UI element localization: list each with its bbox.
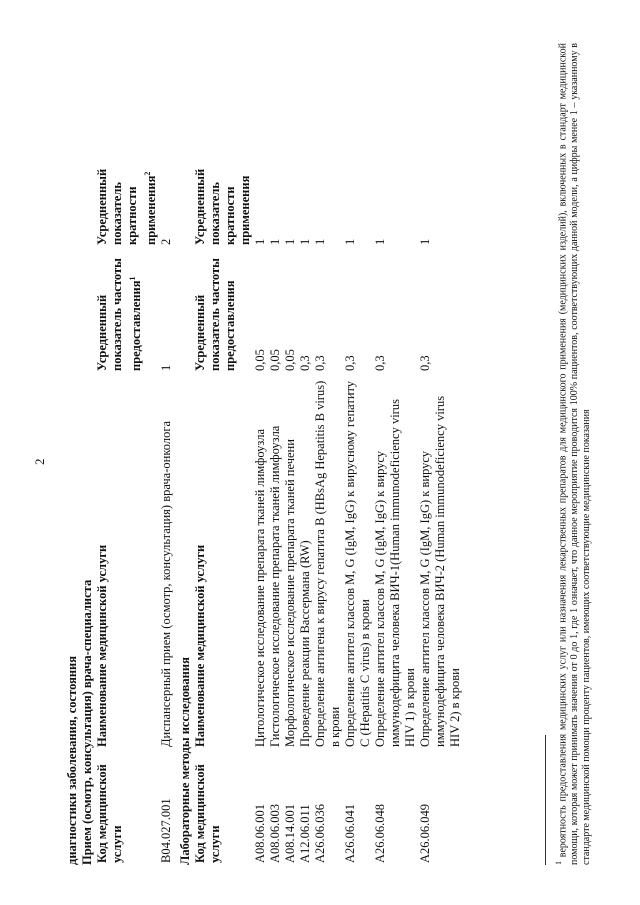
cell-code: A26.06.049 <box>418 803 432 863</box>
cell-code: A08.06.003 <box>268 803 282 863</box>
cell-frequency: 0,05 <box>283 349 297 371</box>
cell-name: Определение антител классов M, G (IgM, IgG) к вирусу иммунодефицита человека ВИЧ-2 (Human immunodeficiency virus HIV 2) в крови <box>418 395 462 747</box>
cell-name: Определение антител классов M, G (IgM, IgG) к вирусному гепатиту C (Hepatitis C virus) в крови <box>343 380 372 747</box>
table-row <box>283 121 298 865</box>
page-number: 2 <box>32 458 47 465</box>
table-header-row <box>193 121 253 865</box>
table-row <box>313 121 343 865</box>
footnote <box>553 43 593 865</box>
cell-code: A26.06.036 <box>313 803 327 863</box>
cell-frequency: 0,3 <box>298 355 312 371</box>
cell-name: Определение антигена к вирусу гепатита B (HBsAg Hepatitis B virus) в крови <box>313 380 342 747</box>
table-row <box>298 121 313 865</box>
cell-multiplicity: 1 <box>313 238 327 245</box>
cell-multiplicity: 2 <box>159 238 174 245</box>
cell-multiplicity: 1 <box>283 238 297 245</box>
header-frequency-label: Усредненный показатель частоты предоставления <box>95 258 144 371</box>
header-name: Наименование медицинской услуги <box>193 544 207 747</box>
table-row <box>159 121 174 865</box>
cell-name: Морфологическое исследование препарата тканей печени <box>283 439 297 747</box>
header-code: Код медицинской услуги <box>95 764 124 863</box>
header-multiplicity <box>95 121 159 247</box>
consultation-section-title: Прием (осмотр, консультация) врача-специалиста <box>80 579 94 865</box>
header-frequency: Усредненный показатель частоты предоставления <box>193 258 237 371</box>
footnote-mark: 1 <box>554 861 563 865</box>
cell-code: A26.06.048 <box>373 803 387 863</box>
cell-code: A26.06.041 <box>343 803 357 863</box>
cell-multiplicity: 1 <box>253 238 267 245</box>
section-title: диагностики заболевания, состояния <box>65 655 79 865</box>
footnote-ref-2: 2 <box>143 171 152 176</box>
cell-multiplicity: 1 <box>343 238 357 245</box>
cell-multiplicity: 1 <box>418 238 432 245</box>
cell-code: A12.06.011 <box>298 804 312 863</box>
table-row <box>343 121 373 865</box>
lab-section-title: Лабораторные методы исследования <box>178 657 192 865</box>
cell-name: Определение антител классов M, G (IgM, IgG) к вирусу иммунодефицита человека ВИЧ-1(Human immunodeficiency virus HIV 1) в крови <box>373 399 417 747</box>
cell-frequency: 1 <box>159 364 174 371</box>
table-row <box>253 121 268 865</box>
table-row <box>268 121 283 865</box>
header-multiplicity-label: Усредненный показатель кратности применения <box>95 168 159 245</box>
cell-frequency: 0,05 <box>268 349 282 371</box>
header-frequency <box>95 247 159 373</box>
footnote-text: вероятность предоставления медицинских услуг или назначения лекарственных препаратов для медицинского применения (медицинских изделий), включенных в стандарт медицинской помощи, которая может принимать значения от 0 до 1, где 1 означает, что данное мероприятие проводится 100% пациентов, соответствующих данной модели, а цифры менее 1 – указанному в стандарте медицинской помощи проценту пациентов, имеющих соответствующие медицинские показания <box>557 42 593 865</box>
cell-multiplicity: 1 <box>268 238 282 245</box>
table-row <box>373 121 418 865</box>
table-header-row <box>95 121 159 865</box>
lab-table <box>193 121 463 865</box>
cell-name: Проведение реакции Вассермана (RW) <box>298 540 312 747</box>
cell-code: A08.06.001 <box>253 803 267 863</box>
cell-frequency: 0,3 <box>313 355 327 371</box>
consultation-table <box>95 121 174 865</box>
footnote-ref-1: 1 <box>128 276 137 281</box>
cell-frequency: 0,3 <box>418 355 432 371</box>
cell-name: Диспансерный прием (осмотр, консультация) врача-онколога <box>159 420 174 747</box>
cell-multiplicity: 1 <box>373 238 387 245</box>
cell-frequency: 0,05 <box>253 349 267 371</box>
cell-frequency: 0,3 <box>343 355 357 371</box>
footnote-divider <box>545 735 546 865</box>
cell-multiplicity: 1 <box>298 238 312 245</box>
cell-code: B04.027.001 <box>159 798 174 863</box>
header-code: Код медицинской услуги <box>193 764 222 863</box>
cell-name: Гистологическое исследование препарата тканей лимфоузла <box>268 425 282 747</box>
cell-name: Цитологическое исследование препарата тканей лимфоузла <box>253 428 267 747</box>
header-multiplicity: Усредненный показатель кратности применения <box>193 168 252 245</box>
header-name: Наименование медицинской услуги <box>95 544 109 747</box>
cell-frequency: 0,3 <box>373 355 387 371</box>
table-row <box>418 121 463 865</box>
cell-code: A08.14.001 <box>283 803 297 863</box>
